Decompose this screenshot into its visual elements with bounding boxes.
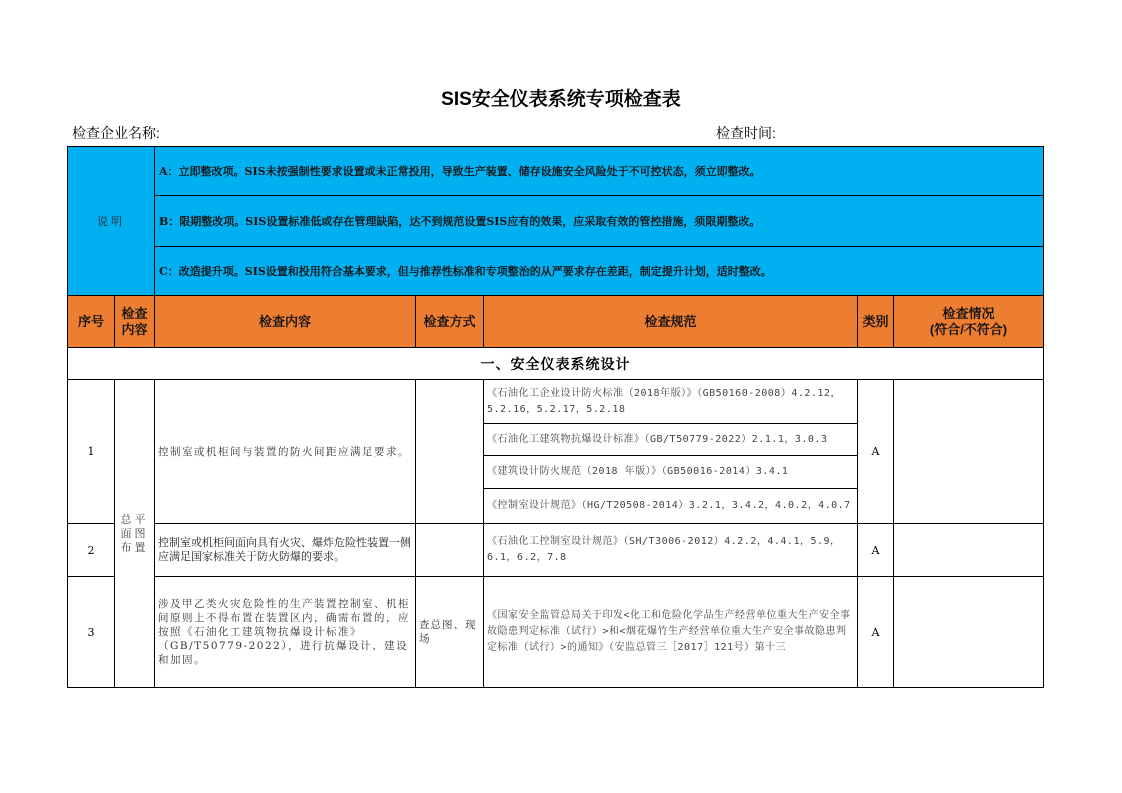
row-spec: 《建筑设计防火规范（2018 年版）》（GB50016-2014）3.4.1 xyxy=(484,456,858,489)
company-name-label: 检查企业名称: xyxy=(72,125,160,141)
inspection-table xyxy=(67,146,1044,688)
header-category-line1: 检查 xyxy=(121,305,148,321)
table-row xyxy=(68,524,1044,577)
row-number: 1 xyxy=(68,380,115,524)
note-b: B：限期整改项。SIS设置标准低或存在管理缺陷，达不到规范设置SIS应有的效果，应采取有效的管控措施，须限期整改。 xyxy=(155,196,1044,247)
row-spec: 《石油化工控制室设计规范》（SH/T3006-2012）4.2.2，4.4.1，5.9，6.1，6.2，7.8 xyxy=(484,524,858,577)
header-spec: 检查规范 xyxy=(484,296,858,348)
table-row xyxy=(68,380,1044,424)
row-number: 3 xyxy=(68,577,115,688)
header-row xyxy=(68,296,1044,348)
row-result-input[interactable] xyxy=(894,524,1044,577)
section-title: 一、安全仪表系统设计 xyxy=(68,348,1044,380)
note-c: C：改造提升项。SIS设置和投用符合基本要求，但与推荐性标准和专项整治的从严要求存在差距，制定提升计划，适时整改。 xyxy=(155,247,1044,296)
header-result xyxy=(894,296,1044,348)
notes-label: 说明 xyxy=(68,147,155,296)
row-content[interactable]: 涉及甲乙类火灾危险性的生产装置控制室、机柜间原则上不得布置在装置区内，确需布置的，应按照《石油化工建筑物抗爆设计标准》（GB/T50779-2022），进行抗爆设计、建设和加固。 xyxy=(155,577,416,688)
header-category xyxy=(115,296,155,348)
header-method: 检查方式 xyxy=(416,296,484,348)
row-spec: 《控制室设计规范》（HG/T20508-2014）3.2.1，3.4.2，4.0.2，4.0.7 xyxy=(484,489,858,524)
table-row xyxy=(68,577,1044,688)
row-method[interactable] xyxy=(416,524,484,577)
category-cell: 总平面图布置 xyxy=(115,380,155,688)
row-spec: 《石油化工建筑物抗爆设计标准》（GB/T50779-2022）2.1.1，3.0.3 xyxy=(484,424,858,456)
header-result-line2: (符合/不符合) xyxy=(929,321,1008,337)
note-a: A：立即整改项。SIS未按强制性要求设置或未正常投用，导致生产装置、储存设施安全风险处于不可控状态，须立即整改。 xyxy=(155,147,1044,196)
inspection-date-label: 检查时间: xyxy=(716,125,776,141)
row-spec: 《石油化工企业设计防火标准（2018年版）》（GB50160-2008）4.2.12，5.2.16，5.2.17，5.2.18 xyxy=(484,380,858,424)
header-category-line2: 内容 xyxy=(121,321,148,337)
row-grade: A xyxy=(858,380,894,524)
row-result-input[interactable] xyxy=(894,380,1044,524)
header-result-line1: 检查情况 xyxy=(942,305,995,321)
row-content[interactable]: 控制室或机柜间面向具有火灾、爆炸危险性装置一侧应满足国家标准关于防火防爆的要求。 xyxy=(155,524,416,577)
row-grade: A xyxy=(858,577,894,688)
header-content: 检查内容 xyxy=(155,296,416,348)
row-grade: A xyxy=(858,524,894,577)
header-no: 序号 xyxy=(68,296,115,348)
document-title: SIS安全仪表系统专项检查表 xyxy=(441,89,681,110)
row-number: 2 xyxy=(68,524,115,577)
row-method[interactable]: 查总图、现场 xyxy=(416,577,484,688)
row-content[interactable]: 控制室或机柜间与装置的防火间距应满足要求。 xyxy=(155,380,416,524)
row-spec: 《国家安全监管总局关于印发<化工和危险化学品生产经营单位重大生产安全事故隐患判定标准（试行）>和<烟花爆竹生产经营单位重大生产安全事故隐患判定标准（试行）>的通知》（安监总管三［2017］121号）第十三 xyxy=(484,577,858,688)
row-method[interactable] xyxy=(416,380,484,524)
row-result-input[interactable] xyxy=(894,577,1044,688)
header-grade: 类别 xyxy=(858,296,894,348)
